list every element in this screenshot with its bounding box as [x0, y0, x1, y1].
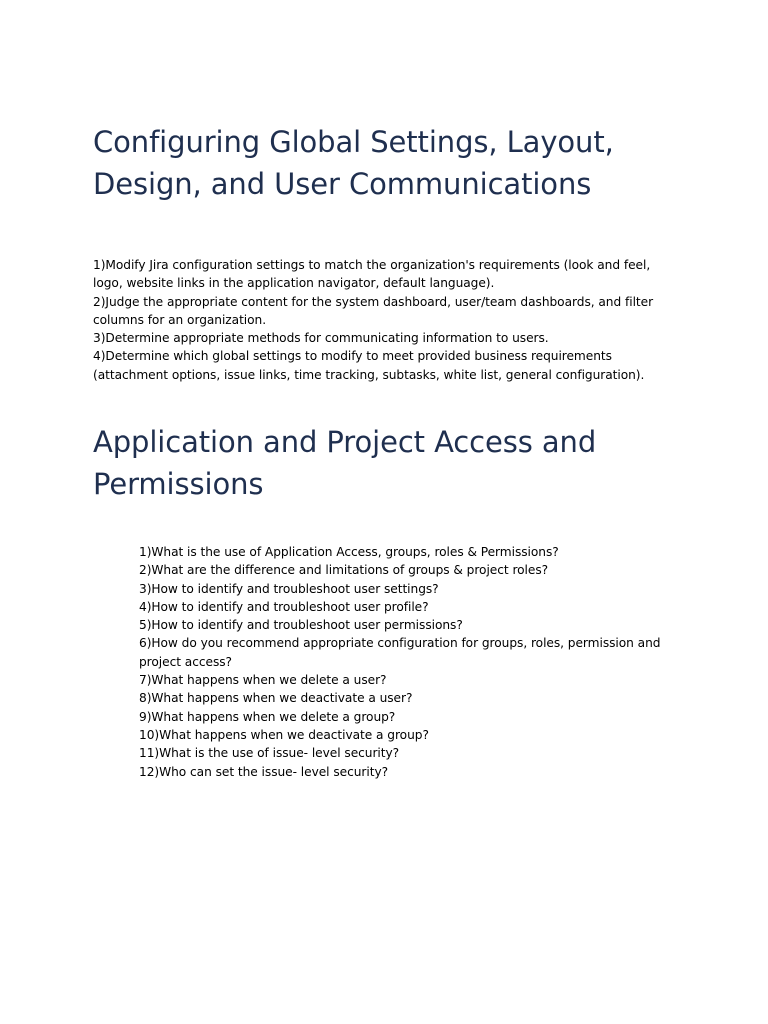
list-item: 7)What happens when we delete a user?	[139, 673, 387, 688]
section-heading-global-settings: Configuring Global Settings, Layout, Design, and User Communications	[93, 125, 614, 201]
list-item: 5)How to identify and troubleshoot user permissions?	[139, 618, 463, 633]
list-item: 3)Determine appropriate methods for communicating information to users.	[93, 331, 549, 346]
list-item: 3)How to identify and troubleshoot user settings?	[139, 581, 439, 596]
list-item: 1)Modify Jira configuration settings to match the organization's requirements (look and feel, logo, website links in the application navigator, default language).	[93, 258, 651, 291]
list-item: 4)How to identify and troubleshoot user profile?	[139, 599, 429, 614]
list-item: 8)What happens when we deactivate a user?	[139, 691, 413, 706]
list-item: 4)Determine which global settings to modify to meet provided business requirements (attachment options, issue links, time tracking, subtasks, white list, general configuration).	[93, 349, 645, 382]
list-item: 2)Judge the appropriate content for the system dashboard, user/team dashboards, and filter columns for an organization.	[93, 294, 654, 327]
section-list-global-settings	[93, 256, 673, 384]
list-item: 12)Who can set the issue- level security?	[139, 764, 389, 779]
list-item: 1)What is the use of Application Access, groups, roles & Permissions?	[139, 545, 559, 559]
list-item: 11)What is the use of issue- level security?	[139, 746, 400, 761]
list-item: 9)What happens when we delete a group?	[139, 709, 396, 724]
list-item: 2)What are the difference and limitations of groups & project roles?	[139, 563, 549, 578]
section-heading-access-permissions: Application and Project Access and Permissions	[93, 425, 597, 501]
list-item: 6)How do you recommend appropriate configuration for groups, roles, permission and project access?	[139, 636, 661, 669]
section-list-access-permissions	[139, 543, 679, 781]
list-item: 10)What happens when we deactivate a group?	[139, 727, 429, 742]
